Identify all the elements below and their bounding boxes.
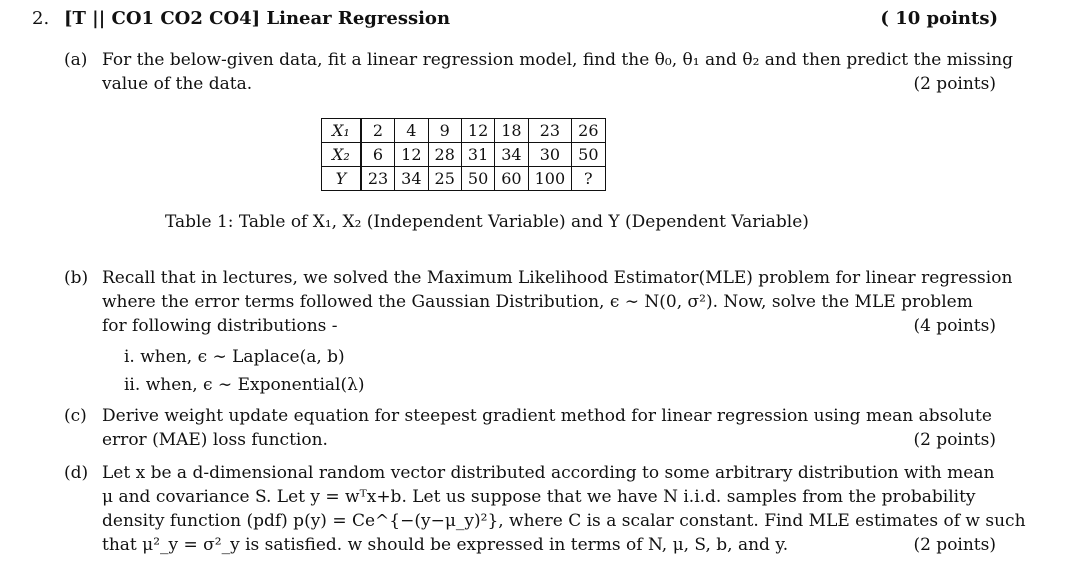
table-cell: 23: [528, 119, 572, 143]
table-row: [322, 167, 606, 191]
question-points: ( 10 points): [880, 8, 998, 29]
part-c-line2: error (MAE) loss function.: [102, 430, 328, 450]
part-b-points: (4 points): [913, 316, 996, 336]
table-cell: 18: [495, 119, 528, 143]
part-a-label: (a): [64, 50, 88, 70]
table-cell: 100: [528, 167, 572, 191]
table-cell: 6: [361, 143, 395, 167]
part-b-item-2: [124, 375, 365, 395]
part-b-label: (b): [64, 268, 89, 288]
table-cell: 30: [528, 143, 572, 167]
table-cell: 60: [495, 167, 528, 191]
table-cell: 31: [461, 143, 494, 167]
part-c-label: (c): [64, 406, 87, 426]
part-b-item-1: [124, 347, 345, 367]
part-b-item-1-text: when, ϵ ∼ Laplace(a, b): [140, 347, 345, 367]
part-a-points: (2 points): [913, 74, 996, 94]
table-cell: 4: [395, 119, 428, 143]
table-cell: 50: [572, 143, 605, 167]
table-cell: 12: [395, 143, 428, 167]
table-cell: 25: [428, 167, 461, 191]
table-caption: Table 1: Table of X₁, X₂ (Independent Variable) and Y (Dependent Variable): [165, 212, 809, 232]
part-b-line2: where the error terms followed the Gaussian Distribution, ϵ ∼ N(0, σ²). Now, solve the MLE problem: [102, 292, 973, 312]
part-b-line1: Recall that in lectures, we solved the Maximum Likelihood Estimator(MLE) problem for linear regression: [102, 268, 1013, 288]
part-c-line1: Derive weight update equation for steepest gradient method for linear regression using mean absolute: [102, 406, 992, 426]
table-cell: 9: [428, 119, 461, 143]
part-a-line1: For the below-given data, fit a linear regression model, find the θ₀, θ₁ and θ₂ and then predict the missing: [102, 50, 1014, 70]
part-d-line3: density function (pdf) p(y) = Ce^{−(y−μ_y)²}, where C is a scalar constant. Find MLE estimates of w such: [102, 511, 1026, 531]
table-cell: 12: [461, 119, 494, 143]
part-d-line2: μ and covariance S. Let y = wᵀx+b. Let us suppose that we have N i.i.d. samples from the probability: [102, 487, 976, 507]
table-cell: 34: [495, 143, 528, 167]
table-row-header: Y: [322, 167, 361, 191]
part-b-item-2-label: ii.: [124, 375, 141, 395]
part-b-item-2-text: when, ϵ ∼ Exponential(λ): [145, 375, 365, 395]
part-b-item-1-label: i.: [124, 347, 135, 367]
part-d-label: (d): [64, 463, 89, 483]
table-cell: 28: [428, 143, 461, 167]
question-number: 2.: [32, 8, 50, 29]
part-d-points: (2 points): [913, 535, 996, 555]
question-title: [T || CO1 CO2 CO4] Linear Regression: [64, 8, 451, 29]
table-cell: 34: [395, 167, 428, 191]
part-a-line2: value of the data.: [102, 74, 253, 94]
part-b-line3: for following distributions -: [102, 316, 338, 336]
table-row-header: X₂: [322, 143, 361, 167]
part-c-points: (2 points): [913, 430, 996, 450]
table-row-header: X₁: [322, 119, 361, 143]
part-d-line4: that μ²_y = σ²_y is satisfied. w should be expressed in terms of N, μ, S, b, and y.: [102, 535, 789, 555]
part-d-line1: Let x be a d-dimensional random vector distributed according to some arbitrary distribution with mean: [102, 463, 995, 483]
table-cell: 26: [572, 119, 605, 143]
table-cell: 2: [361, 119, 395, 143]
table-row: [322, 143, 606, 167]
data-table: [321, 118, 606, 191]
table-cell: 23: [361, 167, 395, 191]
table-cell: ?: [572, 167, 605, 191]
table-cell: 50: [461, 167, 494, 191]
data-table-body: [322, 119, 606, 191]
table-row: [322, 119, 606, 143]
